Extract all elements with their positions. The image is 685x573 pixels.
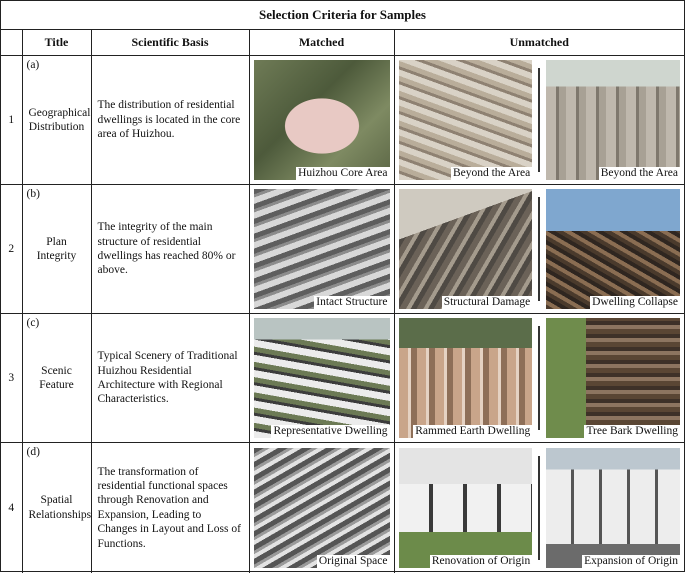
- dwelling-collapse-image: [546, 189, 680, 309]
- divider: [538, 68, 540, 172]
- row-title-cell: [22, 56, 91, 185]
- row-title: Geographical Distribution: [28, 106, 91, 133]
- image-caption: Dwelling Collapse: [592, 296, 678, 308]
- scientific-basis: The distribution of residential dwellings is located in the core area of Huizhou.: [91, 56, 249, 185]
- row-number: 3: [1, 314, 22, 443]
- huizhou-map-image: [254, 60, 390, 180]
- tree-bark-dwelling-image: [546, 318, 680, 438]
- rammed-earth-dwelling-image: [399, 318, 533, 438]
- image-caption: Representative Dwelling: [273, 425, 388, 437]
- divider: [538, 326, 540, 430]
- row-number: 4: [1, 443, 22, 573]
- table-row: [1, 443, 684, 573]
- header-matched: Matched: [249, 29, 394, 56]
- row-letter: (a): [26, 59, 40, 71]
- intact-structure-image: [254, 189, 390, 309]
- row-title: Spatial Relationships: [28, 494, 92, 521]
- table-title: Selection Criteria for Samples: [1, 1, 684, 30]
- row-number: 2: [1, 185, 22, 314]
- divider: [538, 456, 540, 560]
- row-title: Plan Integrity: [36, 235, 77, 262]
- divider: [538, 197, 540, 301]
- original-space-image: [254, 448, 390, 568]
- expansion-image: [546, 448, 680, 568]
- header-title: Title: [22, 29, 91, 56]
- scientific-basis: The integrity of the main structure of residential dwellings has reached 80% or above.: [91, 185, 249, 314]
- renovation-image: [399, 448, 533, 568]
- header-number: [1, 29, 22, 56]
- row-letter: (d): [26, 446, 40, 458]
- representative-dwelling-image: [254, 318, 390, 438]
- table-row: [1, 185, 684, 314]
- aerial-village-image: [546, 60, 680, 180]
- criteria-grid: [1, 29, 684, 573]
- image-caption: Expansion of Origin: [584, 554, 678, 567]
- structural-damage-image: [399, 189, 533, 309]
- image-caption: Structural Damage: [443, 296, 531, 308]
- image-caption: Beyond the Area: [452, 167, 531, 179]
- image-caption: Rammed Earth Dwelling: [415, 425, 531, 437]
- image-caption: Tree Bark Dwelling: [586, 425, 678, 437]
- image-caption: Renovation of Origin: [431, 554, 531, 567]
- row-letter: (c): [26, 317, 40, 329]
- row-title-cell: [22, 314, 91, 443]
- row-title-cell: [22, 443, 91, 573]
- table-row: [1, 314, 684, 443]
- scientific-basis: The transformation of residential functional spaces through Renovation and Expansion, Leading to Changes in Layout and Loss of Functions.: [91, 443, 249, 573]
- row-letter: (b): [26, 188, 40, 200]
- header-scientific-basis: Scientific Basis: [91, 29, 249, 56]
- scientific-basis: Typical Scenery of Traditional Huizhou Residential Architecture with Regional Characteristics.: [91, 314, 249, 443]
- image-caption: Beyond the Area: [600, 167, 678, 179]
- row-title: Scenic Feature: [39, 364, 74, 391]
- image-caption: Huizhou Core Area: [298, 167, 388, 179]
- row-title-cell: [22, 185, 91, 314]
- image-caption: Original Space: [318, 554, 388, 567]
- table-row: [1, 56, 684, 185]
- header-unmatched: Unmatched: [394, 29, 684, 56]
- row-number: 1: [1, 56, 22, 185]
- aerial-town-image: [399, 60, 533, 180]
- image-caption: Intact Structure: [316, 296, 388, 308]
